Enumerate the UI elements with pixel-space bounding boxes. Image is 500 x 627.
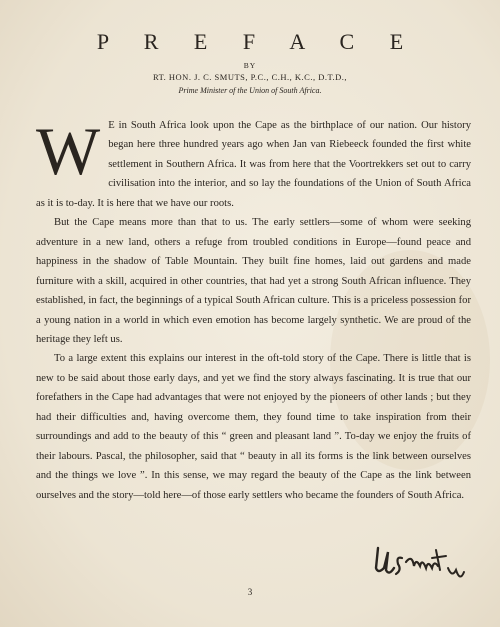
- paragraph-1-text: E in South Africa look upon the Cape as the birthplace of our nation. Our history began here three hundred years ago when Jan van Riebeeck founded the first white settlement in Southern Africa. It was from here that the Voortrekkers set out to carry civilisation into the interior, and so lay the foundations of the Union of South Africa as it is to-day. It is here that we have our roots.: [36, 120, 471, 209]
- preface-body: [36, 113, 471, 505]
- paragraph-1: [36, 113, 471, 213]
- page-number: 3: [247, 587, 253, 597]
- drop-cap: W: [36, 113, 101, 189]
- paragraph-2: But the Cape means more than that to us. The early settlers—some of whom were seeking adventure in a new land, others a refuge from troubled conditions in Europe—found peace and happiness in the shadow of Table Mountain. They built fine homes, laid out gardens and made furniture with a skill, acquired in other countries, that had yet a strong South African influence. They established, in fact, the beginnings of a typical South African culture. This is a priceless possession for a young nation in a world in which even emotion has become largely synthetic. We are proud of the heritage they left us.: [36, 217, 471, 345]
- byline-label: BY: [243, 61, 257, 70]
- author-name: RT. HON. J. C. SMUTS, P.C., C.H., K.C., D.T.D.,: [152, 72, 348, 82]
- paragraph-3: To a large extent this explains our interest in the oft-told story of the Cape. There is little that is new to be said about those early days, and yet we find the story always fascinating. It is true that our forefathers in the Cape had advantages that were not enjoyed by the pioneers of other lands ; but they had their difficulties and, having overcome them, they found time to take inspiration from their surroundings and add to the beauty of this “ green and pleasant land ”. To-day we enjoy the fruits of their labours. Pascal, the philosopher, said that “ beauty in all its forms is the link between ourselves and the things we love ”. In this sense, we may regard the beauty of the Cape as the link between ourselves and the story—told here—of those early settlers who became the founders of South Africa.: [36, 353, 471, 501]
- page-title: P R E F A C E: [96, 29, 419, 54]
- handwritten-signature: [372, 538, 472, 588]
- author-office: Prime Minister of the Union of South Africa.: [178, 86, 322, 95]
